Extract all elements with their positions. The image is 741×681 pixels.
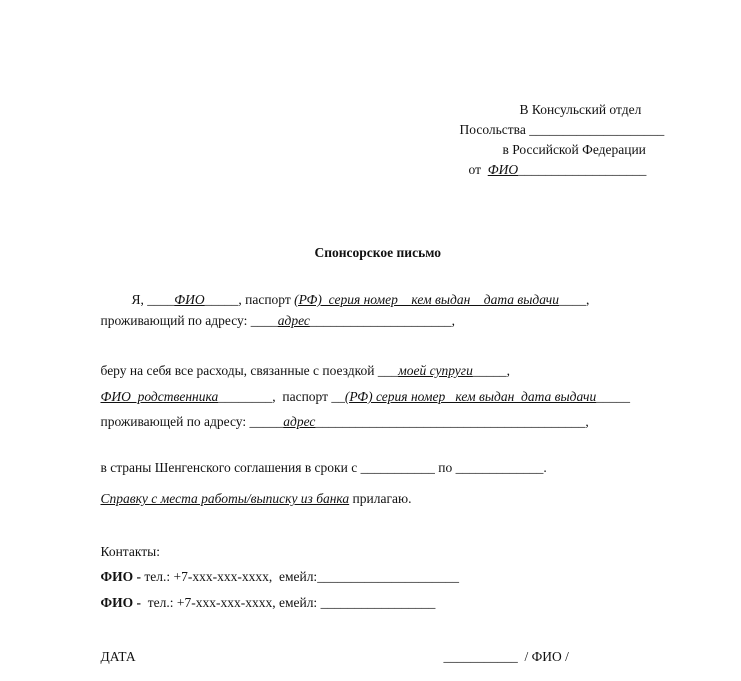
sponsor-blank-3: ____ (559, 292, 587, 307)
body-line-sponsor-address (87, 297, 455, 345)
header-embassy-label: Посольства (459, 122, 526, 137)
sponsor-passport-label: , паспорт (238, 292, 295, 307)
contact-2-text: тел.: +7-xxx-xxx-xxxx, емейл: (144, 595, 321, 610)
expenses-text: беру на себя все расходы, связанные с поездкой (100, 363, 378, 378)
contact-2-email-blank: _________________ (320, 595, 436, 610)
header-from-label: от (468, 162, 481, 177)
sponsor-address-comma: , (451, 313, 455, 328)
sponsor-blank-1: ____ (147, 292, 175, 307)
dates-text: в страны Шенгенского соглашения в сроки с (100, 460, 361, 475)
expenses-blank-2: _____ (472, 363, 507, 378)
relative-name: ФИО родственника (100, 389, 219, 404)
attachment-doc: Справку с места работы/выписку из банка (100, 491, 350, 506)
header-country-text: в Российской Федерации (502, 142, 646, 157)
relative-address-value: адрес (283, 414, 316, 429)
header-line-from (455, 146, 646, 194)
contact-1-email-blank: _____________________ (317, 569, 459, 584)
sponsor-name: ФИО (174, 292, 205, 307)
expenses-comma: , (506, 363, 510, 378)
sponsor-address-label: проживающий по адресу: (100, 313, 251, 328)
body-line-attachment (87, 475, 411, 523)
document-title-text: Спонсорское письмо (314, 245, 441, 260)
header-embassy-blank: ____________________ (529, 122, 665, 137)
sponsor-comma: , (586, 292, 590, 307)
sponsor-address-blank-1: ____ (250, 313, 278, 328)
relative-blank-2: __ (331, 389, 345, 404)
dates-period: . (543, 460, 547, 475)
contacts-label-text: Контакты: (100, 544, 160, 559)
sponsor-address-blank-2: _____________________ (309, 313, 452, 328)
attachment-text: прилагаю. (349, 491, 412, 506)
contact-2-name: ФИО - (100, 595, 145, 610)
signature-name-label: / ФИО / (524, 649, 569, 664)
sponsor-passport-value: (РФ) серия номер кем выдан дата выдачи (294, 292, 560, 307)
header-from-blank: ___________________ (518, 162, 647, 177)
date-from-blank: ___________ (360, 460, 435, 475)
header-consulate-text: В Консульский отдел (519, 102, 642, 117)
footer-signature (430, 633, 569, 681)
relative-passport-label: , паспорт (272, 389, 332, 404)
relative-address-blank-1: _____ (249, 414, 284, 429)
relative-address-comma: , (585, 414, 589, 429)
relative-blank-1: ________ (218, 389, 273, 404)
signature-blank: ___________ (443, 649, 518, 664)
footer-date-label: ДАТА (100, 649, 136, 664)
dates-to-label: по (434, 460, 456, 475)
contact-1-name: ФИО - (100, 569, 145, 584)
header-from-name: ФИО (487, 162, 519, 177)
sponsor-address-value: адрес (277, 313, 310, 328)
relative-passport-value: (РФ) серия номер кем выдан дата выдачи (344, 389, 597, 404)
document-title (301, 229, 441, 277)
contact-line-2 (87, 579, 435, 627)
relative-address-blank-2: ________________________________________ (315, 414, 586, 429)
expenses-blank-1: ___ (377, 363, 399, 378)
date-to-blank: _____________ (455, 460, 544, 475)
body-line-relative-address (87, 398, 589, 446)
contact-1-text: тел.: +7-xxx-xxx-xxxx, емейл: (144, 569, 318, 584)
sponsor-blank-2: _____ (204, 292, 239, 307)
footer-date (87, 633, 136, 681)
relation-value: моей супруги (398, 363, 473, 378)
sponsor-lead: Я, (131, 292, 148, 307)
relative-address-label: проживающей по адресу: (100, 414, 250, 429)
relative-blank-3: _____ (596, 389, 630, 404)
